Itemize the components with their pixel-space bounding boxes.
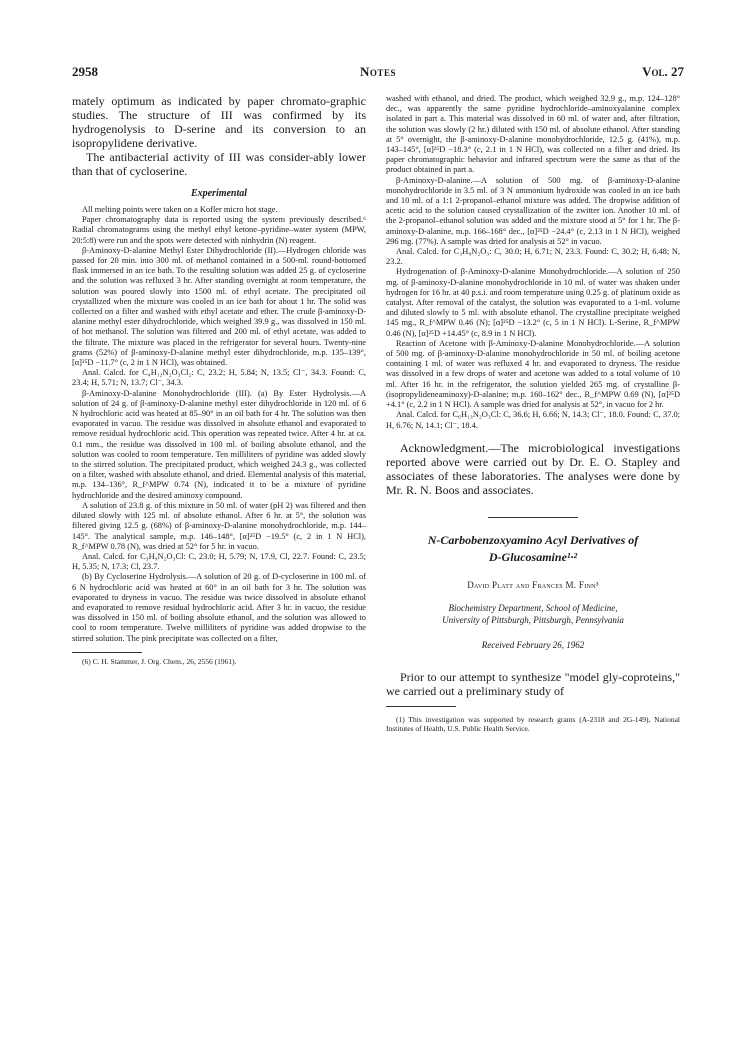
intro-paragraph: The antibacterial activity of III was consider-ably lower than that of cycloserine. — [72, 150, 366, 178]
affiliation-line: Biochemistry Department, School of Medicine, — [448, 602, 618, 613]
section-heading-experimental: Experimental — [190, 188, 248, 199]
footnote: (6) C. H. Stammer, J. Org. Chem., 26, 2556 (1961). — [82, 656, 237, 666]
body-paragraph: washed with ethanol, and dried. The product, which weighed 32.9 g., m.p. 124–128° dec., was apparently the same pyridine hydrochloride–aminoxyalanine complex isolated in part a. This material was dissolved in 60 ml. of water and, after filtration, the solution was slowly (2 hr.) diluted with 150 ml. of absolute ethanol. After standing at 5° overnight, the β-aminoxy-D-alanine monohydrochloride, 12.5 g. (41%), m.p. 143–145°, [α]²⁵D −18.3° (c, 2.1 in 1 N HCl), was collected on a filter and dried. Its paper chromatographic behavior and infrared spectrum were the same as that of the product obtained in part a. — [386, 94, 680, 175]
article-affiliation — [386, 602, 680, 626]
body-paragraph: (b) By Cycloserine Hydrolysis.—A solution of 20 g. of D-cycloserine in 100 ml. of 6 N hydrochloric acid was heated at 60° in an oil bath for 3 hr. The solution was evaporated to dryness in vacuo. The residue was twice dissolved in absolute ethanol and evaporated to remove residual hydrochloric acid. After 3 hr. in vacuo, the residue was dissolved in 150 ml. of boiling absolute ethanol, and the solution was allowed to cool to room temperature. Twelve milliliters of pyridine was added dropwise to the stirred solution. The pink precipitate was collected on a filter, — [72, 572, 366, 643]
body-paragraph: Reaction of Acetone with β-Aminoxy-D-alanine Monohydrochloride.—A solution of 500 mg. of β-aminoxy-D-alanine monohydrochloride in 50 ml. of boiling acetone containing 1 ml. of water was refluxed 4 hr. and evaporated to dryness. The residue was dissolved in a few drops of water and acetone was added to a total volume of 10 ml. After 16 hr. in the refrigerator, the solution yielded 265 mg. of crystalline β-(isopropylideneaminoxy)-D-alanine; m.p. 160–162° dec., R_f^MPW 0.69 (N), [α]²⁵D +4.1° (c, 2.2 in 1 N HCl). A sample was dried for analysis at 52°, in vacuo for 2 hr. — [386, 338, 680, 410]
body-paragraph: Hydrogenation of β-Aminoxy-D-alanine Monohydrochloride.—A solution of 250 mg. of β-aminoxy-D-alanine monohydrochloride in 10 ml. of water was shaken under hydrogen for 16 hr. at 40 p.s.i. and room temperature using 0.25 g. of platinum oxide as catalyst. After removal of the catalyst, the solution was evaporated to a 1-ml. volume and diluted slowly to 5 ml. with absolute ethanol. The crystalline precipitate weighed 145 mg., R_f^MPW 0.46 (N); [α]²⁵D −13.2° (c, 5 in 1 N HCl). L-Serine, R_f^MPW 0.46 (N), [α]²⁵D +14.45° (c, 8.9 in 1 N HCl). — [386, 267, 680, 338]
journal-section: Notes — [360, 64, 396, 79]
page-number: 2958 — [72, 64, 98, 79]
body-paragraph: β-Aminoxy-D-alanine Methyl Ester Dihydrochloride (II).—Hydrogen chloride was passed for 20 min. into 300 ml. of methanol contained in a 500-ml. round-bottomed flask immersed in an ice bath. To the resulting solution was added 25 g. of cycloserine and the solution was refluxed 3 hr. After standing overnight at room temperature, the solution was poured slowly into 1500 ml. of ethyl acetate. The precipitated oil crystallized when the mixture was cooled in an ice bath for about 1 hr. The solid was collected on a filter and washed with ethyl acetate and ether. The crude β-aminoxy-D-alanine methyl ester dihydrochloride, which weighed 39.9 g., was dissolved in 150 ml. of hot methanol. The solution was filtered and 200 ml. of ethyl acetate, was added to the filtrate. The mixture was placed in the refrigerator for several hours. Twenty-nine grams (52%) of β-aminoxy-D-alanine methyl ester dihydrochloride, m.p. 135–139°, [α]²⁵D −11.7° (c, 2 in 1 N HCl), was obtained. — [72, 245, 366, 368]
body-paragraph: A solution of 23.8 g. of this mixture in 50 ml. of water (pH 2) was filtered and then diluted slowly with 125 ml. of absolute ethanol. After 6 hr. at 5°, the solution was filtered giving 12.5 g. (68%) of β-aminoxy-D-alanine monohydrochloride, m.p. 144–145°. The analytical sample, m.p. 146–148°, [α]²⁵D −19.5° (c, 2 in 1 N HCl), R_f^MPW 0.78 (N), was dried at 52° for 5 hr. in vacuo. — [72, 500, 366, 551]
body-paragraph: All melting points were taken on a Kofler micro hot stage. — [82, 205, 278, 214]
received-date: Received February 26, 1962 — [481, 639, 585, 650]
article-title-line: N-Carbobenzoxyamino Acyl Derivatives of — [427, 532, 639, 547]
article-divider — [488, 517, 578, 518]
body-paragraph: β-Aminoxy-D-alanine.—A solution of 500 mg. of β-aminoxy-D-alanine monohydrochloride in 3.5 ml. of 3 N ammonium hydroxide was cooled in an ice bath and 10 ml. of a 1:1 2-propanol–ethanol mixture was added. The dropwise addition of acetic acid to the solution caused crystallization of the zwitter ion. Another 10 ml. of the 2-propanol–ethanol solution was added and the mixture stood at 5° for 1 hr. The β-aminoxy-D-alanine, m.p. 166–168° dec., [α]²⁵D −24.4° (c, 2.13 in 1 N HCl), weighed 296 mg. (77%). A sample was dried for analysis at 52° in vacuo. — [386, 175, 680, 246]
affiliation-line: University of Pittsburgh, Pittsburgh, Pennsylvania — [442, 614, 624, 625]
intro-paragraph: mately optimum as indicated by paper chromato-graphic studies. The structure of III was confirmed by its hydrogenolysis to D-serine and its conversion to an isopropylidene derivative. — [72, 94, 366, 150]
article-footnote: (1) This investigation was supported by research grants (A-2318 and 2G-149), National Institutes of Health, U.S. Public Health Service. — [386, 714, 680, 734]
page-header — [72, 64, 684, 82]
volume-label: Vol. 27 — [642, 64, 684, 79]
article-title-line: D-Glucosamine¹·² — [488, 549, 578, 564]
left-column — [72, 94, 366, 1014]
analysis-paragraph: Anal. Calcd. for C₃H₈N₂O₃: C, 30.0; H, 6.71; N, 23.3. Found: C, 30.2; H, 6.48; N, 23.2. — [386, 247, 680, 267]
analysis-paragraph: Anal. Calcd. for C₃H₉N₂O₃Cl: C, 23.0; H, 5.79; N, 17.9, Cl, 22.7. Found: C, 23.5; H, 5.35; N, 17.3; Cl, 23.7. — [72, 551, 366, 572]
article-intro-paragraph: Prior to our attempt to synthesize "model gly-coproteins," we carried out a preliminary study of — [386, 669, 680, 698]
footnote-rule — [72, 652, 142, 653]
footnote-rule — [386, 706, 456, 707]
article-title — [386, 532, 680, 566]
article-authors: David Platt and Frances M. Finn³ — [467, 579, 599, 590]
analysis-paragraph: Anal. Calcd. for C₆H₁₃N₂O₃Cl: C, 36.6; H, 6.66; N, 14.3; Cl⁻, 18.0. Found: C, 37.0; H, 6.76; N, 14.1; Cl⁻, 18.4. — [386, 410, 680, 430]
acknowledgment-paragraph: Acknowledgment.—The microbiological investigations reported above were carried out by Dr. E. O. Stapley and associates of these laboratories. The analyses were done by Mr. R. N. Boos and associates. — [386, 440, 680, 497]
body-paragraph: β-Aminoxy-D-alanine Monohydrochloride (III). (a) By Ester Hydrolysis.—A solution of 24 g. of β-aminoxy-D-alanine methyl ester dihydrochloride in 120 ml. of 6 N hydrochloric acid was heated at 85–90° in an oil bath for 4 hr. The solution was then evaporated in vacuo. The residue was dissolved in absolute ethanol and evaporated to remove residual hydrochloric acid. This operation was repeated twice. After 4 hr. at ca. 0.1 mm., the residue was dissolved in 100 ml. of boiling absolute ethanol, and the solution was cooled to room temperature. Ten milliliters of pyridine was added slowly to the stirred solution. The precipitated product, which weighed 24.3 g., was collected on a filter, washed with absolute ethanol, and dried. Elemental analysis of this material, m.p. 134–136°, R_f^MPW 0.74 (N), indicated it to be a mixture of pyridine hydrochloride and the desired aminoxy compound. — [72, 388, 366, 500]
analysis-paragraph: Anal. Calcd. for C₄H₁₂N₂O₃Cl₂: C, 23.2; H, 5.84; N, 13.5; Cl⁻, 34.3. Found: C, 23.4; H, 5.71; N, 13.7; Cl⁻, 34.3. — [72, 368, 366, 388]
body-paragraph: Paper chromatography data is reported using the system previously described.⁶ Radial chromatograms using the methyl ethyl ketone–pyridine–water system (MPW, 20:5:8) were run and the spots were detected with ninhydrin (N) reagent. — [72, 215, 366, 245]
right-column — [386, 94, 680, 1014]
